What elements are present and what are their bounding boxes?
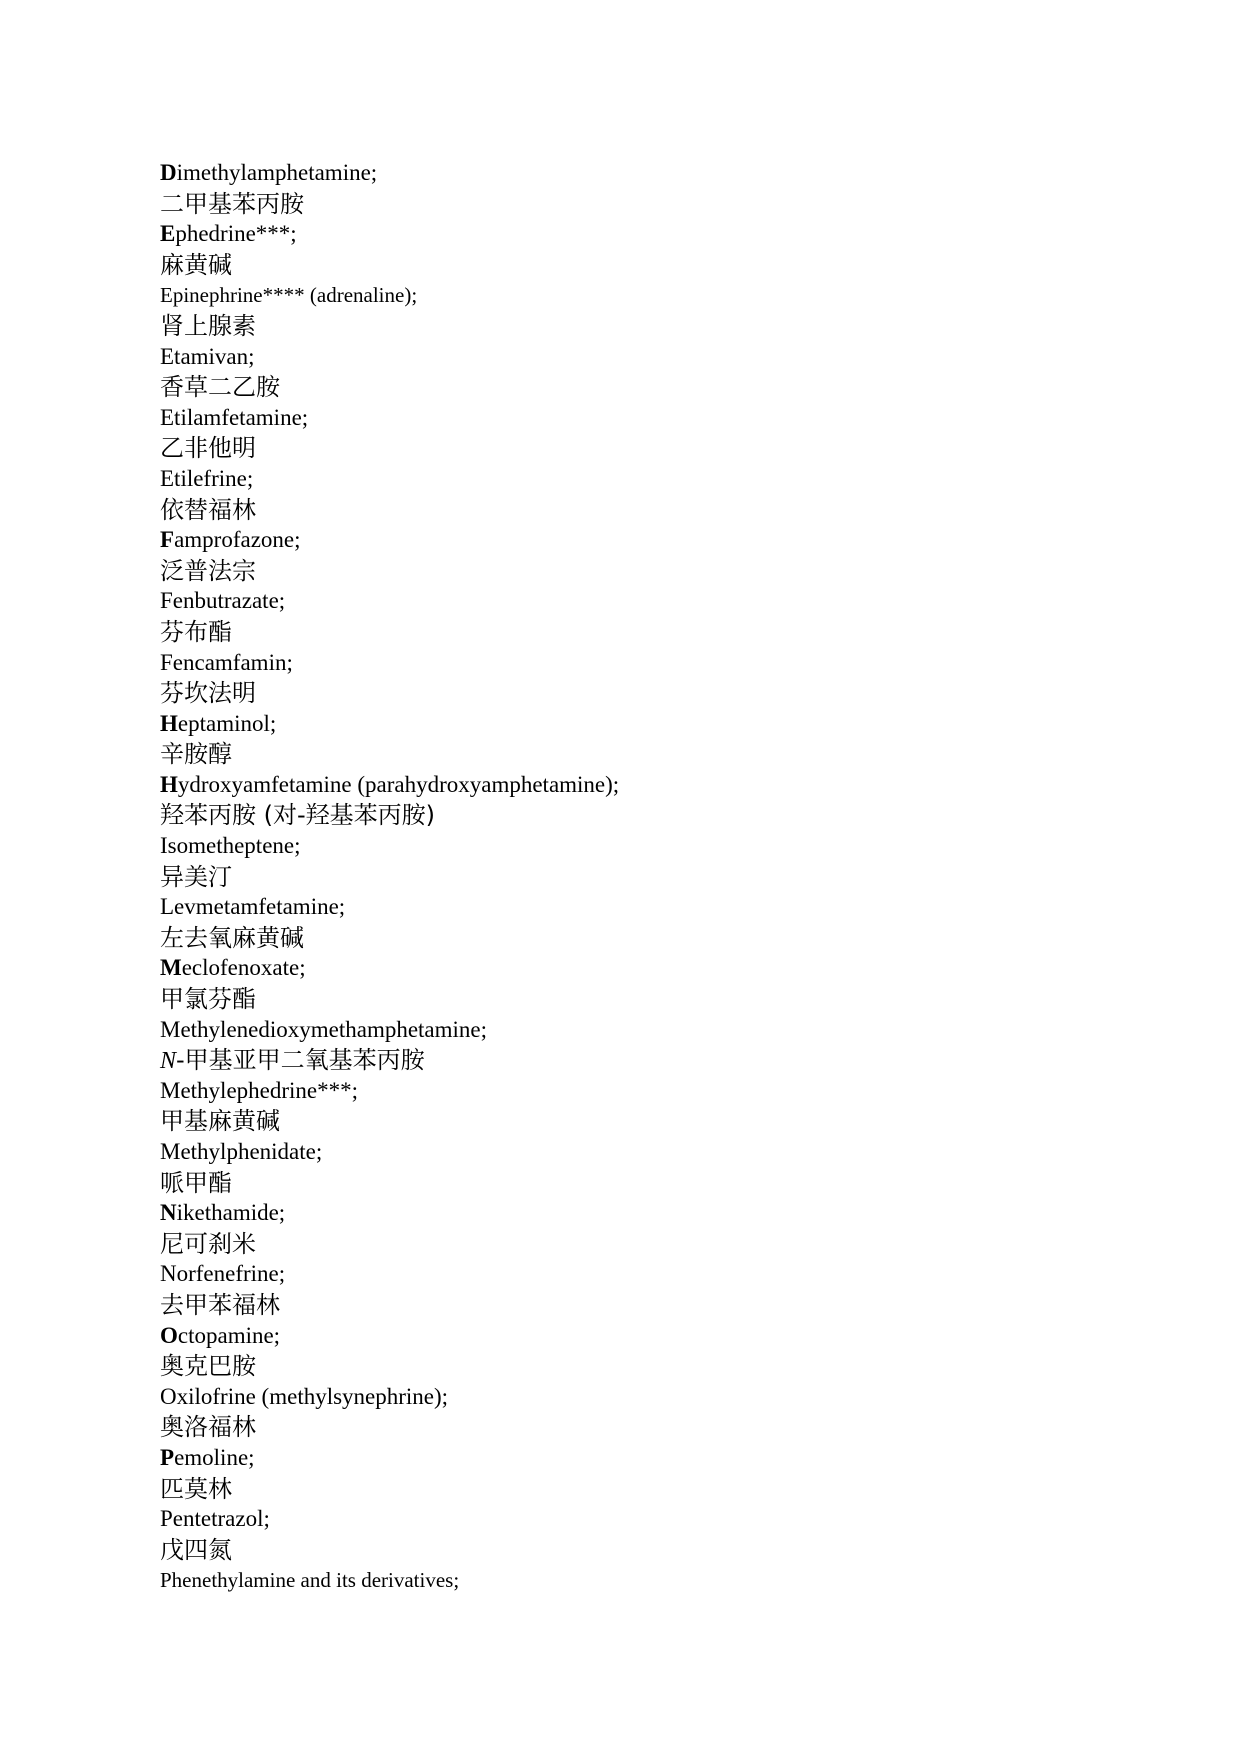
entry-chinese-name [160, 556, 1160, 587]
entry-chinese-name [160, 1106, 1160, 1137]
entry-english-name [160, 1382, 1160, 1413]
entry-name-text: Etilamfetamine; [160, 404, 309, 430]
entry-chinese-name [160, 495, 1160, 526]
entry-name-text: amprofazone; [174, 527, 301, 553]
entry-chinese-text: 甲氯芬酯 [160, 985, 256, 1014]
entry-chinese-text: 泛普法宗 [160, 556, 256, 585]
entry-name-text: eptaminol; [177, 710, 277, 736]
entry-english-name [160, 892, 1160, 923]
entry-english-name [160, 464, 1160, 495]
entry-chinese-name [160, 800, 1160, 831]
entry-chinese-name [160, 739, 1160, 770]
entry-chinese-text: 依替福林 [160, 495, 256, 524]
entry-name-text: Pentetrazol; [160, 1506, 270, 1532]
entry-english-name [160, 219, 1160, 250]
entry-chinese-name [160, 1168, 1160, 1199]
entry-chinese-name [160, 1535, 1160, 1566]
entry-initial-letter: H [160, 710, 178, 736]
entry-initial-letter: D [160, 160, 177, 185]
entry-english-name [160, 1259, 1160, 1290]
entry-english-name [160, 586, 1160, 617]
entry-chinese-text: 羟苯丙胺 (对-羟基苯丙胺) [160, 801, 436, 830]
entry-chinese-name [160, 250, 1160, 281]
entry-name-text: Methylphenidate; [160, 1139, 323, 1164]
entry-chinese-name [160, 984, 1160, 1015]
entry-chinese-text: 匹莫林 [160, 1474, 232, 1503]
entry-chinese-text: 麻黄碱 [160, 250, 232, 279]
entry-initial-letter: M [160, 955, 182, 981]
entry-name-text: ikethamide; [176, 1200, 286, 1226]
entry-chinese-name [160, 678, 1160, 709]
entry-english-name [160, 525, 1160, 556]
entry-initial-letter: P [160, 1444, 175, 1470]
entry-english-name [160, 1137, 1160, 1168]
entry-chinese-text: 奥洛福林 [160, 1413, 256, 1442]
entry-english-name [160, 1443, 1160, 1474]
entry-chinese-text: 戊四氮 [160, 1535, 232, 1564]
entry-initial-letter: N [160, 1200, 177, 1226]
entry-name-text: phedrine***; [175, 221, 297, 247]
entry-english-name [160, 831, 1160, 862]
entry-chinese-name [160, 862, 1160, 893]
entry-chinese-name [160, 1412, 1160, 1443]
entry-english-name [160, 953, 1160, 984]
entry-english-name [160, 1015, 1160, 1046]
entry-name-text: Methylephedrine***; [160, 1077, 359, 1103]
entry-chinese-text: 辛胺醇 [160, 740, 232, 769]
entry-chinese-text: 香草二乙胺 [160, 373, 280, 402]
entry-chinese-text: 异美汀 [160, 862, 232, 891]
entry-initial-letter: H [160, 771, 178, 797]
entry-english-name [160, 709, 1160, 740]
entry-chinese-text: 尼可刹米 [160, 1229, 256, 1258]
entry-chinese-text: 芬布酯 [160, 617, 232, 646]
entry-name-text: Etamivan; [160, 343, 255, 369]
entry-chinese-name [160, 311, 1160, 342]
entry-english-name [160, 342, 1160, 373]
entry-chinese-name [160, 923, 1160, 954]
entry-english-name [160, 648, 1160, 679]
entry-english-name [160, 403, 1160, 434]
entry-chinese-text: 哌甲酯 [160, 1168, 232, 1197]
entry-name-text: emoline; [174, 1444, 255, 1470]
entry-name-text: Fenbutrazate; [160, 588, 286, 614]
entry-name-text: Isometheptene; [160, 833, 301, 859]
entry-chinese-text: 去甲苯福林 [160, 1290, 280, 1319]
entry-name-text: Fencamfamin; [160, 649, 293, 675]
entry-english-name [160, 1076, 1160, 1107]
entry-english-name [160, 1321, 1160, 1352]
entry-english-name [160, 158, 1160, 189]
entry-chinese-name [160, 1351, 1160, 1382]
entry-name-text: Norfenefrine; [160, 1261, 286, 1287]
entry-chinese-prefix: N [160, 1048, 177, 1075]
entry-chinese-name [160, 1290, 1160, 1321]
entry-initial-letter: F [160, 527, 175, 553]
entry-chinese-name [160, 189, 1160, 220]
entry-english-name [160, 280, 1160, 311]
entry-initial-letter: E [160, 221, 176, 247]
entry-chinese-text: 甲基麻黄碱 [160, 1107, 280, 1136]
entry-name-text: Etilefrine; [160, 465, 254, 491]
entry-name-text: Methylenedioxymethamphetamine; [160, 1016, 488, 1042]
entry-name-text: Epinephrine**** (adrenaline); [160, 283, 418, 308]
entry-chinese-text: 肾上腺素 [160, 311, 256, 340]
entry-chinese-name [160, 433, 1160, 464]
entry-chinese-text: 左去氧麻黄碱 [160, 923, 304, 952]
entry-chinese-text: 奥克巴胺 [160, 1352, 256, 1381]
entry-name-text: Levmetamfetamine; [160, 894, 346, 920]
entry-chinese-name [160, 617, 1160, 648]
entry-chinese-name [160, 1229, 1160, 1260]
entry-english-name [160, 770, 1160, 801]
entry-name-text: imethylamphetamine; [176, 160, 378, 185]
entry-initial-letter: O [160, 1322, 178, 1348]
entry-chinese-name [160, 1474, 1160, 1505]
entry-chinese-text: -甲基亚甲二氧基苯丙胺 [176, 1046, 425, 1075]
entry-name-text: ydroxyamfetamine (parahydroxyamphetamine); [177, 771, 620, 797]
entry-chinese-text: 乙非他明 [160, 434, 256, 463]
entry-name-text: eclofenoxate; [181, 955, 306, 981]
substance-list [160, 158, 1160, 1596]
entry-chinese-name [160, 1045, 1160, 1076]
entry-chinese-text: 二甲基苯丙胺 [160, 189, 304, 218]
entry-name-text: Oxilofrine (methylsynephrine); [160, 1383, 449, 1409]
entry-english-name [160, 1198, 1160, 1229]
final-entry-line: Phenethylamine and its derivatives; [160, 1568, 460, 1593]
entry-chinese-text: 芬坎法明 [160, 679, 256, 708]
entry-name-text: ctopamine; [177, 1322, 281, 1348]
entry-english-name [160, 1504, 1160, 1535]
entry-chinese-name [160, 372, 1160, 403]
